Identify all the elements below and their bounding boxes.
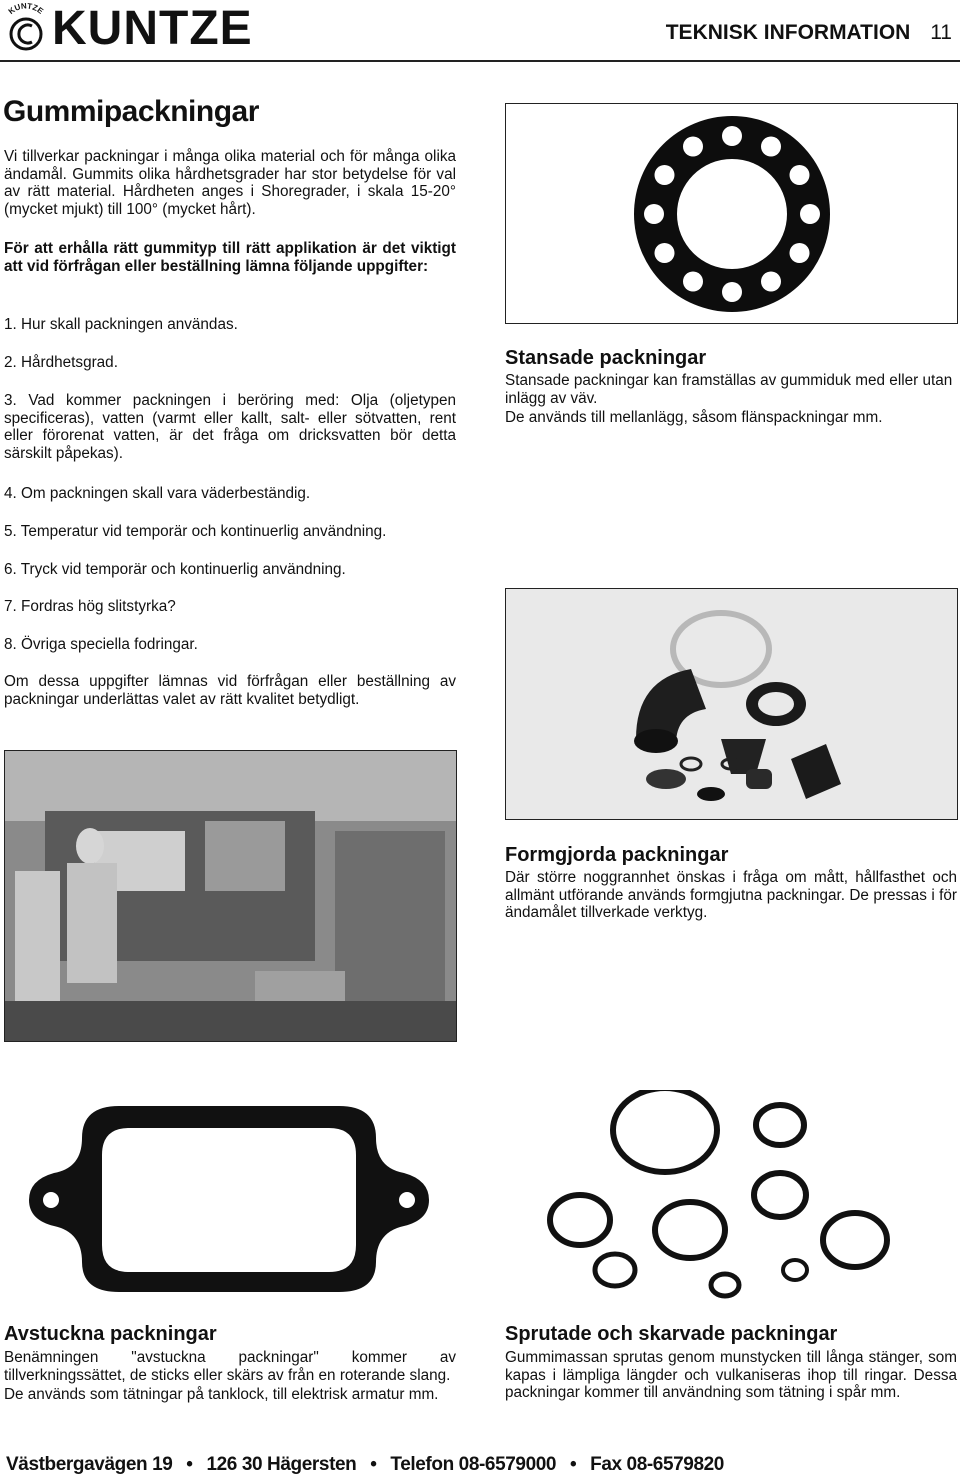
factory-photo	[4, 750, 457, 1042]
section-title	[666, 20, 952, 46]
sprutade-heading: Sprutade och skarvade packningar	[505, 1323, 838, 1345]
footer-address: Västbergavägen 19	[6, 1454, 173, 1475]
cup-seal-icon	[646, 769, 686, 789]
worker-icon	[76, 828, 104, 864]
o-rings-figure	[505, 1090, 957, 1300]
tank-lid-gasket-figure	[4, 1098, 456, 1298]
brand-wordmark: KUNTZE	[52, 2, 253, 55]
footer-separator: •	[370, 1454, 377, 1475]
tank-lid-gasket-icon	[4, 1098, 456, 1298]
stansade-heading: Stansade packningar	[505, 347, 707, 369]
header	[0, 0, 960, 68]
flange-gasket-icon	[506, 104, 957, 323]
avstuckna-text-2: De används som tätningar på tanklock, till elektrisk armatur mm.	[4, 1386, 439, 1403]
footer-postal: 126 30 Hägersten	[206, 1454, 357, 1475]
list-item: 6. Tryck vid temporär och kontinuerlig användning.	[4, 561, 346, 578]
section-title-text: TEKNISK INFORMATION	[665, 21, 911, 44]
press-machine-illustration	[5, 751, 456, 1041]
o-rings-icon	[505, 1090, 957, 1300]
header-rule	[0, 60, 960, 62]
avstuckna-heading: Avstuckna packningar	[4, 1323, 217, 1345]
avstuckna-text-1: Benämningen "avstuckna packningar" kommer av tillverkningssättet, de sticks eller skärs av från en roterande slang.	[4, 1349, 456, 1384]
bold-intro-paragraph: För att erhålla rätt gummityp till rätt applikation är det viktigt att vid förfrågan eller beställning lämna följande uppgifter:	[4, 240, 456, 275]
list-item: 7. Fordras hög slitstyrka?	[4, 598, 176, 615]
footer	[6, 1453, 956, 1477]
list-item: 1. Hur skall packningen användas.	[4, 316, 238, 333]
kuntze-logo-emblem	[3, 2, 49, 52]
page-title: Gummipackningar	[3, 95, 259, 128]
list-item: 2. Hårdhetsgrad.	[4, 354, 118, 371]
page-number: 11	[930, 21, 952, 44]
footer-phone: Telefon 08-6579000	[390, 1454, 557, 1475]
intro-paragraph: Vi tillverkar packningar i många olika material och för många olika ändamål. Gummits olika hårdhetsgrader har stor betydelse för val av rätt material. Hårdheten anges i Shoregrader, i skala 15-20° (mycket mjukt) till 100° (mycket hårt).	[4, 148, 456, 218]
footer-fax: Fax 08-6579820	[590, 1454, 724, 1475]
molded-gaskets-photo	[505, 588, 958, 820]
list-item: 4. Om packningen skall vara väderbeständig.	[4, 485, 311, 502]
closing-paragraph: Om dessa uppgifter lämnas vid förfrågan eller beställning av packningar underlättas valet av rätt kvalitet betydligt.	[4, 673, 456, 708]
list-item: 3. Vad kommer packningen i beröring med: Olja (oljetypen specificeras), vatten (varmt eller kallt, salt- eller sötvatten, rent eller förorenat vatten, är det fråga om dricksvatten bör detta särskilt påpekas).	[4, 392, 456, 462]
stansade-text-2: De används till mellanlägg, såsom flänspackningar mm.	[505, 409, 883, 426]
molded-parts-illustration	[506, 589, 957, 819]
formgjorda-heading: Formgjorda packningar	[505, 844, 729, 866]
stansade-text-1: Stansade packningar kan framställas av gummiduk med eller utan inlägg av väv.	[505, 372, 953, 407]
svg-text:KUNTZE	[7, 2, 46, 16]
sprutade-text: Gummimassan sprutas genom munstycken till långa stänger, som kapas i lämpliga längder och vulkaniseras ihop till ringar. Dessa packningar kommer till användning som tätning i spår mm.	[505, 1349, 957, 1401]
logo-small-text: KUNTZE	[6, 2, 46, 17]
flange-gasket-figure	[505, 103, 958, 324]
list-item: 8. Övriga speciella fodringar.	[4, 636, 198, 653]
footer-separator: •	[569, 1454, 577, 1475]
list-item: 5. Temperatur vid temporär och kontinuerlig användning.	[4, 523, 387, 540]
formgjorda-text: Där större noggrannhet önskas i fråga om mått, hållfasthet och allmänt utförande används formgjutna packningar. De pressas i för ändamålet tillverkade verktyg.	[505, 869, 957, 921]
footer-separator: •	[186, 1454, 193, 1475]
